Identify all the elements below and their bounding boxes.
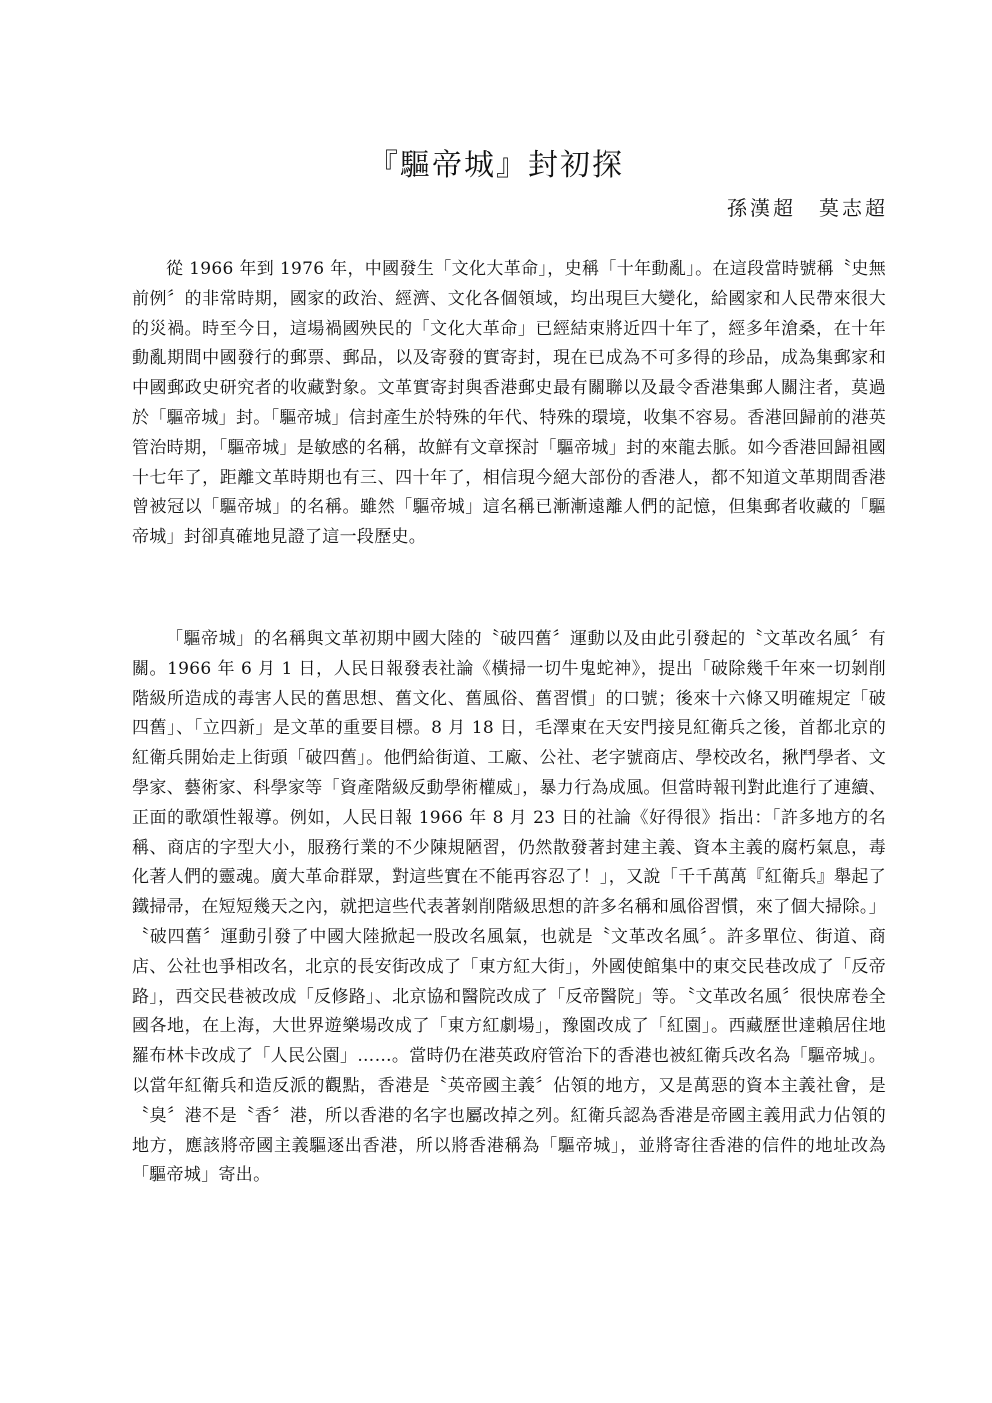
document-title: 『驅帝城』封初探 [368,148,624,183]
document-authors: 孫漢超 莫志超 [727,196,888,220]
body-paragraph-1: 從 1966 年到 1976 年，中國發生「文化大革命」，史稱「十年動亂」。在這段當時號稱〝史無前例〞的非常時期，國家的政治、經濟、文化各個領域，均出現巨大變化，給國家和人民帶來很大的災禍。時至今日，這場禍國殃民的「文化大革命」已經結束將近四十年了，經多年滄桑，在十年動亂期間中國發行的郵票、郵品，以及寄發的實寄封，現在已成為不可多得的珍品，成為集郵家和中國郵政史研究者的收藏對象。文革實寄封與香港郵史最有關聯以及最令香港集郵人關注者，莫過於「驅帝城」封。「驅帝城」信封產生於特殊的年代、特殊的環境，收集不容易。香港回歸前的港英管治時期，「驅帝城」是敏感的名稱，故鮮有文章探討「驅帝城」封的來龍去脈。如今香港回歸祖國十七年了，距離文革時期也有三、四十年了，相信現今絕大部份的香港人，都不知道文革期間香港曾被冠以「驅帝城」的名稱。雖然「驅帝城」這名稱已漸漸遠離人們的記憶，但集郵者收藏的「驅帝城」封卻真確地見證了這一段歷史。 [132,259,886,548]
body-paragraph-2: 「驅帝城」的名稱與文革初期中國大陸的〝破四舊〞運動以及由此引發起的〝文革改名風〞有關。1966 年 6 月 1 日，人民日報發表社論《橫掃一切牛鬼蛇神》，提出「破除幾千年來一切剝削階級所造成的毒害人民的舊思想、舊文化、舊風俗、舊習慣」的口號；後來十六條又明確規定「破四舊」、「立四新」是文革的重要目標。8 月 18 日，毛澤東在天安門接見紅衛兵之後，首都北京的紅衛兵開始走上街頭「破四舊」。他們給街道、工廠、公社、老字號商店、學校改名，揪鬥學者、文學家、藝術家、科學家等「資產階級反動學術權威」，暴力行為成風。但當時報刊對此進行了連續、正面的歌頌性報導。例如，人民日報 1966 年 8 月 23 日的社論《好得很》指出：「許多地方的名稱、商店的字型大小，服務行業的不少陳規陋習，仍然散發著封建主義、資本主義的腐朽氣息，毒化著人們的靈魂。廣大革命群眾，對這些實在不能再容忍了！」，又說「千千萬萬『紅衛兵』舉起了鐵掃帚，在短短幾天之內，就把這些代表著剝削階級思想的許多名稱和風俗習慣，來了個大掃除。」〝破四舊〞運動引發了中國大陸掀起一股改名風氣，也就是〝文革改名風〞。許多單位、街道、商店、公社也爭相改名，北京的長安街改成了「東方紅大街」，外國使館集中的東交民巷改成了「反帝路」，西交民巷被改成「反修路」、北京協和醫院改成了「反帝醫院」等。〝文革改名風〞很快席卷全國各地，在上海，大世界遊樂場改成了「東方紅劇場」，豫園改成了「紅園」。西藏歷世達賴居住地羅布林卡改成了「人民公園」……。當時仍在港英政府管治下的香港也被紅衛兵改名為「驅帝城」。以當年紅衛兵和造反派的觀點，香港是〝英帝國主義〞佔領的地方，又是萬惡的資本主義社會，是〝臭〞港不是〝香〞港，所以香港的名字也屬改掉之列。紅衛兵認為香港是帝國主義用武力佔領的地方，應該將帝國主義驅逐出香港，所以將香港稱為「驅帝城」，並將寄往香港的信件的地址改為「驅帝城」寄出。 [132,629,886,1186]
